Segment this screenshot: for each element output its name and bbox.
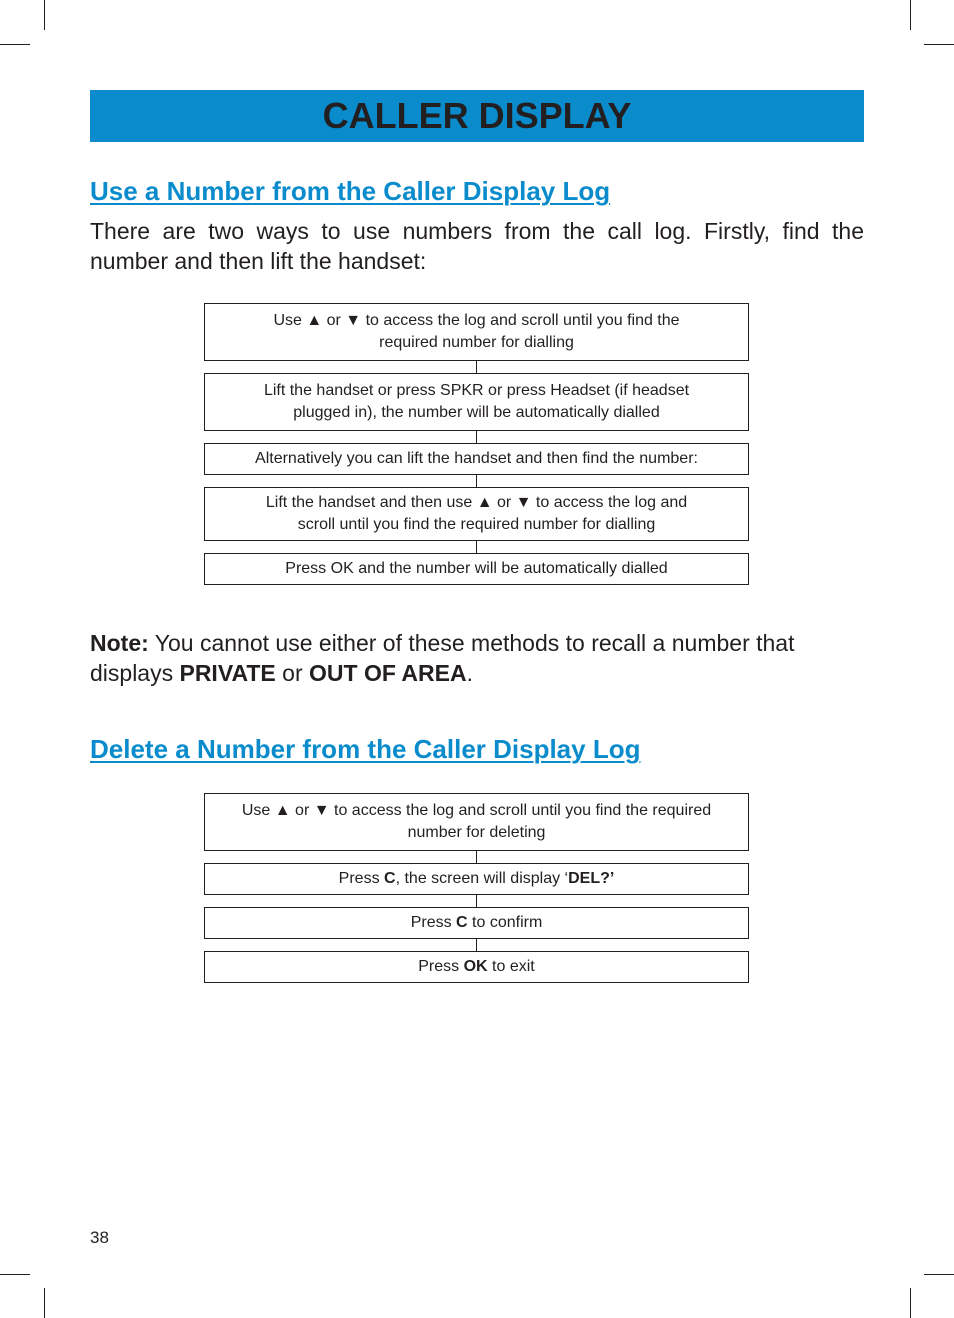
crop-mark xyxy=(0,1274,30,1275)
flow-connector xyxy=(476,431,477,443)
crop-mark xyxy=(910,0,911,30)
flow-connector xyxy=(476,895,477,907)
flow-step: Press OK and the number will be automatically dialled xyxy=(204,553,749,585)
note-label: Note: xyxy=(90,630,149,656)
crop-mark xyxy=(924,44,954,45)
flow-step: Lift the handset or press SPKR or press Headset (if headset plugged in), the number will be automatically dialled xyxy=(204,373,749,431)
flow-connector xyxy=(476,361,477,373)
section-heading-use-number: Use a Number from the Caller Display Log xyxy=(90,176,611,206)
page-number: 38 xyxy=(90,1228,109,1247)
flow-connector xyxy=(476,939,477,951)
crop-mark xyxy=(44,1288,45,1318)
title-banner xyxy=(90,90,864,142)
crop-mark xyxy=(44,0,45,30)
intro-paragraph: There are two ways to use numbers from the call log. Firstly, find the number and then lift the handset: xyxy=(90,218,864,274)
flow-step: Lift the handset and then use ▲ or ▼ to access the log and scroll until you find the required number for dialling xyxy=(204,487,749,541)
flow-step: Press OK to exit xyxy=(204,951,749,983)
flow-step: Press C, the screen will display ‘DEL?’ xyxy=(204,863,749,895)
flow-step: Alternatively you can lift the handset and then find the number: xyxy=(204,443,749,475)
crop-mark xyxy=(910,1288,911,1318)
note-paragraph: Note: You cannot use either of these methods to recall a number that displays PRIVATE or OUT OF AREA. xyxy=(90,630,795,686)
crop-mark xyxy=(0,44,30,45)
flow-connector xyxy=(476,541,477,553)
flow-step: Use ▲ or ▼ to access the log and scroll until you find the required number for dialling xyxy=(204,303,749,361)
flow-connector xyxy=(476,475,477,487)
use-number-flowchart xyxy=(204,303,749,585)
delete-number-flowchart xyxy=(204,793,749,983)
flow-step: Use ▲ or ▼ to access the log and scroll until you find the required number for deleting xyxy=(204,793,749,851)
crop-mark xyxy=(924,1274,954,1275)
flow-connector xyxy=(476,851,477,863)
flow-step: Press C to confirm xyxy=(204,907,749,939)
section-heading-delete-number: Delete a Number from the Caller Display Log xyxy=(90,734,641,764)
page-title: CALLER DISPLAY xyxy=(322,95,632,136)
